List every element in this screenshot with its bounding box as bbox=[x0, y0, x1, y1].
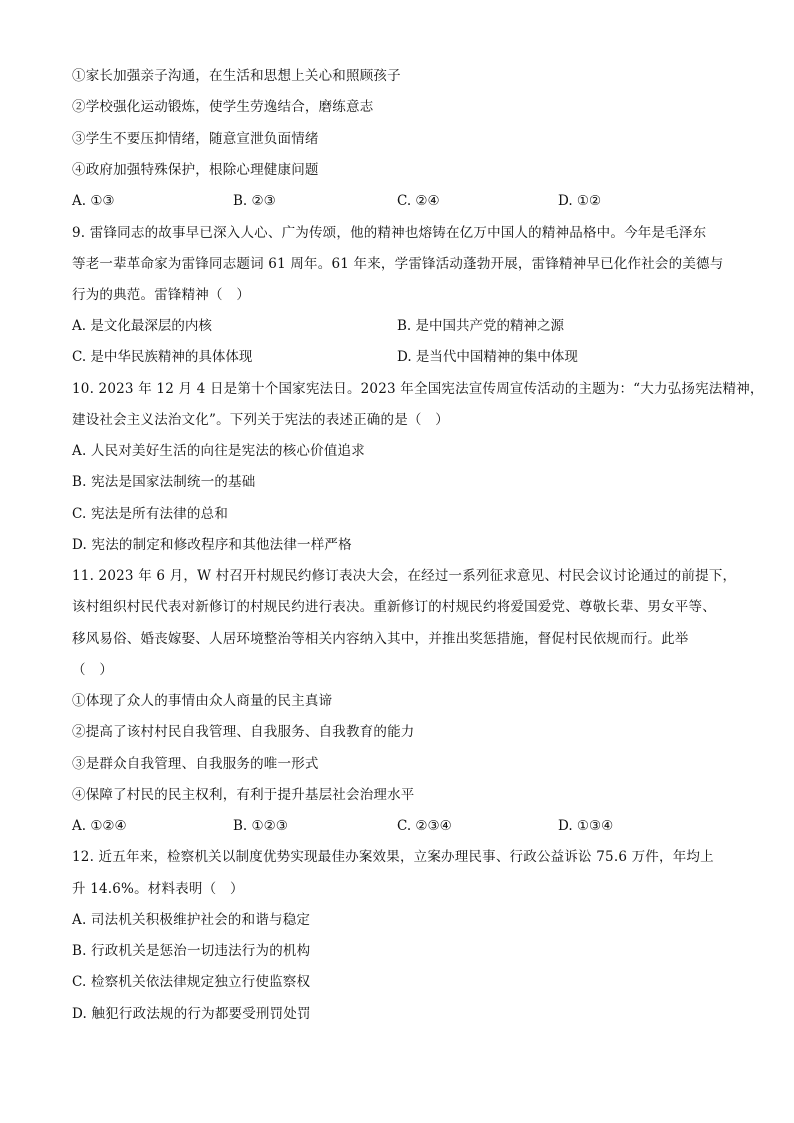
q11-statement-4: ④保障了村民的民主权利，有利于提升基层社会治理水平 bbox=[72, 787, 415, 803]
q9-stem-line-1: 9. 雷锋同志的故事早已深入人心、广为传颂，他的精神也熔铸在亿万中国人的精神品格中。今年是毛泽东 bbox=[72, 225, 707, 241]
q11-statement-3: ③是群众自我管理、自我服务的唯一形式 bbox=[72, 756, 319, 772]
q8-statement-1: ①家长加强亲子沟通，在生活和思想上关心和照顾孩子 bbox=[72, 68, 401, 84]
q11-stem-line-3: 移风易俗、婚丧嫁娶、人居环境整治等相关内容纳入其中，并推出奖惩措施，督促村民依规而行。此举 bbox=[72, 631, 689, 647]
q10-stem-line-2: 建设社会主义法治文化”。下列关于宪法的表述正确的是（ ） bbox=[72, 412, 450, 428]
q9-option-a: A. 是文化最深层的内核 bbox=[72, 318, 212, 334]
q11-statement-2: ②提高了该村村民自我管理、自我服务、自我教育的能力 bbox=[72, 724, 415, 740]
q10-option-d: D. 宪法的制定和修改程序和其他法律一样严格 bbox=[72, 537, 352, 553]
q12-option-b: B. 行政机关是惩治一切违法行为的机构 bbox=[72, 943, 311, 959]
q12-stem-line-2: 升 14.6%。材料表明（ ） bbox=[72, 881, 244, 897]
q12-option-d: D. 触犯行政法规的行为都要受刑罚处罚 bbox=[72, 1006, 311, 1022]
q12-option-a: A. 司法机关积极维护社会的和谐与稳定 bbox=[72, 912, 311, 928]
q8-statement-3: ③学生不要压抑情绪，随意宣泄负面情绪 bbox=[72, 131, 319, 147]
q9-option-d: D. 是当代中国精神的集中体现 bbox=[397, 349, 578, 365]
q8-statement-4: ④政府加强特殊保护，根除心理健康问题 bbox=[72, 162, 319, 178]
q8-option-a: A. ①③ bbox=[72, 193, 115, 209]
q9-option-b: B. 是中国共产党的精神之源 bbox=[397, 318, 565, 334]
q8-statement-2: ②学校强化运动锻炼，使学生劳逸结合，磨练意志 bbox=[72, 99, 374, 115]
q8-option-c: C. ②④ bbox=[397, 193, 440, 209]
q9-stem-line-2: 等老一辈革命家为雷锋同志题词 61 周年。61 年来，学雷锋活动蓬勃开展，雷锋精神早已化作社会的美德与 bbox=[72, 256, 724, 272]
q12-option-c: C. 检察机关依法律规定独立行使监察权 bbox=[72, 974, 311, 990]
q11-stem-line-4: （ ） bbox=[72, 662, 114, 678]
q8-option-b: B. ②③ bbox=[233, 193, 276, 209]
q10-stem-line-1: 10. 2023 年 12 月 4 日是第十个国家宪法日。2023 年全国宪法宣传周宣传活动的主题为：“大力弘扬宪法精神， bbox=[72, 381, 764, 397]
q8-option-d: D. ①② bbox=[558, 193, 602, 209]
q11-stem-line-1: 11. 2023 年 6 月，W 村召开村规民约修订表决大会，在经过一系列征求意见、村民会议讨论通过的前提下， bbox=[72, 568, 737, 584]
q10-option-a: A. 人民对美好生活的向往是宪法的核心价值追求 bbox=[72, 443, 365, 459]
q9-stem-line-3: 行为的典范。雷锋精神（ ） bbox=[72, 287, 251, 303]
q10-option-b: B. 宪法是国家法制统一的基础 bbox=[72, 474, 256, 490]
q11-option-d: D. ①③④ bbox=[558, 818, 614, 834]
q9-option-c: C. 是中华民族精神的具体体现 bbox=[72, 349, 253, 365]
q11-option-a: A. ①②④ bbox=[72, 818, 127, 834]
q11-option-b: B. ①②③ bbox=[233, 818, 288, 834]
q10-option-c: C. 宪法是所有法律的总和 bbox=[72, 506, 229, 522]
q12-stem-line-1: 12. 近五年来，检察机关以制度优势实现最佳办案效果，立案办理民事、行政公益诉讼 75.6 万件，年均上 bbox=[72, 849, 714, 865]
q11-stem-line-2: 该村组织村民代表对新修订的村规民约进行表决。重新修订的村规民约将爱国爱党、尊敬长辈、男女平等、 bbox=[72, 599, 716, 615]
q11-option-c: C. ②③④ bbox=[397, 818, 452, 834]
q11-statement-1: ①体现了众人的事情由众人商量的民主真谛 bbox=[72, 693, 333, 709]
